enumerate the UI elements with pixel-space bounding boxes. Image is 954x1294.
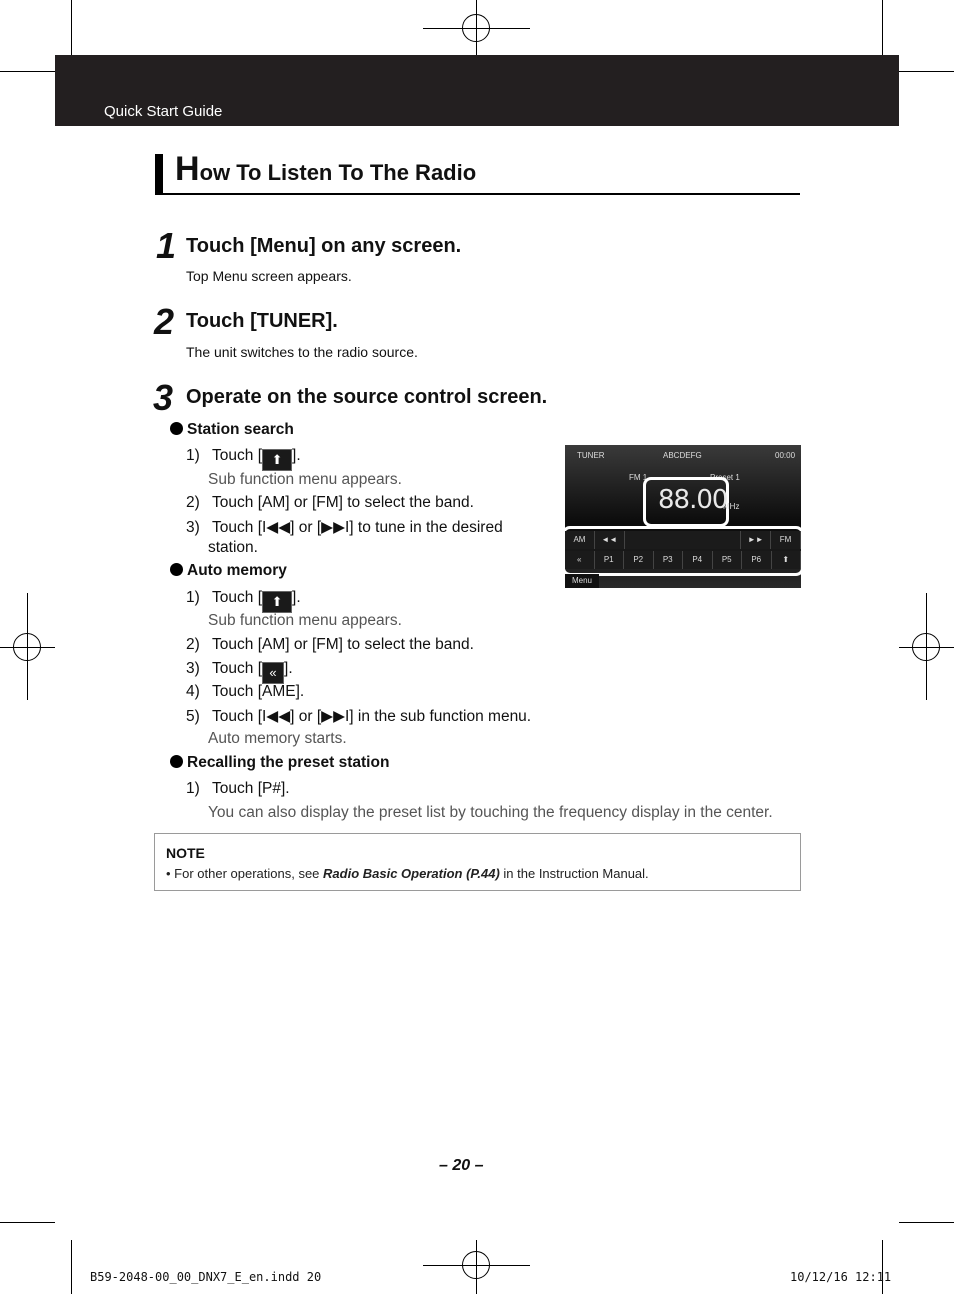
preset-row [565, 551, 801, 569]
item-text: ]. [292, 589, 301, 606]
list-item [186, 447, 301, 471]
list-item [186, 660, 293, 684]
up-arrow-icon: ⬆ [772, 551, 802, 569]
crop-mark [71, 0, 72, 55]
item-result: Sub function menu appears. [208, 471, 402, 488]
list-item [186, 636, 474, 654]
screen-unit: MHz [723, 502, 740, 511]
preset-button: P4 [683, 551, 713, 569]
page-number: – 20 – [439, 1157, 484, 1174]
preset-button: P6 [742, 551, 772, 569]
crop-mark [899, 71, 954, 72]
crop-mark [0, 71, 55, 72]
registration-circle [13, 633, 41, 661]
item-text: Touch [AM] or [FM] to select the band. [212, 494, 474, 511]
item-result: Auto memory starts. [208, 730, 347, 747]
step-description: The unit switches to the radio source. [186, 344, 418, 360]
manual-reference: Radio Basic Operation (P.44) [323, 866, 500, 881]
item-text: Touch [AME]. [212, 683, 305, 700]
note-box [154, 833, 801, 891]
screen-clock: 00:00 [775, 451, 796, 460]
step-heading: Operate on the source control screen. [186, 386, 548, 408]
page-title [175, 150, 476, 189]
item-number: 1) [186, 589, 200, 606]
up-arrow-icon: ⬆ [262, 591, 292, 613]
step-number: 2 [154, 301, 175, 342]
bullet-icon [170, 755, 183, 768]
list-item [186, 780, 290, 798]
double-chevron-left-icon: « [262, 662, 284, 684]
screen-menu-tab: Menu [565, 574, 599, 588]
bullet-heading-text: Auto memory [187, 562, 287, 579]
auto-memory-heading [170, 562, 287, 580]
note-text-start: • For other operations, see [166, 866, 324, 881]
registration-circle [462, 1251, 490, 1279]
screen-station-name: ABCDEFG [663, 451, 702, 460]
footer-timestamp: 10/12/16 12:11 [790, 1270, 892, 1284]
item-number: 3) [186, 519, 200, 536]
preset-button: P2 [624, 551, 654, 569]
title-accent-bar [155, 154, 163, 194]
item-text: Touch [I◀◀] or [▶▶I] to tune in the desired [212, 519, 503, 536]
list-item-continued: station. [208, 539, 258, 556]
screen-source-label: TUNER [577, 451, 605, 460]
recall-heading [170, 754, 389, 772]
bullet-heading-text: Station search [187, 421, 294, 438]
item-text: Touch [I◀◀] or [▶▶I] in the sub function menu. [212, 708, 532, 725]
step-number: 1 [156, 225, 177, 266]
item-text: ]. [284, 660, 293, 677]
item-number: 2) [186, 636, 200, 653]
list-item [186, 589, 301, 613]
step-description: Top Menu screen appears. [186, 268, 352, 284]
item-number: 3) [186, 660, 200, 677]
title-initial: H [175, 150, 200, 188]
step-heading: Touch [Menu] on any screen. [186, 235, 462, 257]
list-item [186, 707, 531, 726]
title-rule [155, 193, 800, 195]
item-result: You can also display the preset list by touching the frequency display in the center. [208, 804, 773, 821]
note-title: NOTE [166, 845, 205, 861]
double-chevron-left-icon: « [565, 551, 595, 569]
item-text: ]. [292, 447, 301, 464]
bullet-icon [170, 422, 183, 435]
preset-button: P1 [595, 551, 625, 569]
step-heading: Touch [TUNER]. [186, 310, 338, 332]
bullet-icon [170, 563, 183, 576]
station-search-heading [170, 421, 294, 439]
footer-file-info: B59-2048-00_00_DNX7_E_en.indd 20 [90, 1270, 322, 1284]
item-text: Touch [P#]. [212, 780, 290, 797]
item-text: Touch [ [212, 447, 263, 464]
screen-band: FM 1 [629, 473, 648, 482]
item-text: Touch [ [212, 660, 263, 677]
screen-preset: Preset 1 [710, 473, 740, 482]
crop-mark [899, 1222, 954, 1223]
note-text [166, 866, 649, 881]
item-number: 2) [186, 494, 200, 511]
crop-mark [882, 1240, 883, 1294]
bullet-heading-text: Recalling the preset station [187, 754, 390, 771]
tuning-bar [625, 531, 742, 549]
crop-mark [71, 1240, 72, 1294]
step-number: 3 [153, 377, 174, 418]
am-button: AM [565, 531, 595, 549]
item-text: Touch [AM] or [FM] to select the band. [212, 636, 474, 653]
list-item [186, 683, 304, 701]
registration-circle [462, 14, 490, 42]
crop-mark [0, 1222, 55, 1223]
tuner-screen-illustration [565, 445, 801, 588]
registration-circle [912, 633, 940, 661]
screen-frequency: 88.00 [658, 485, 728, 515]
item-number: 1) [186, 780, 200, 797]
up-arrow-icon: ⬆ [262, 449, 292, 471]
fm-button: FM [771, 531, 801, 549]
crop-mark [882, 0, 883, 55]
item-result: Sub function menu appears. [208, 612, 402, 629]
list-item [186, 494, 474, 512]
item-number: 1) [186, 447, 200, 464]
item-number: 4) [186, 683, 200, 700]
guide-label: Quick Start Guide [104, 103, 223, 120]
title-rest: ow To Listen To The Radio [199, 160, 477, 185]
preset-button: P3 [654, 551, 684, 569]
seek-back-button: ◄◄ [595, 531, 625, 549]
item-number: 5) [186, 708, 200, 725]
list-item [186, 518, 503, 537]
note-text-end: in the Instruction Manual. [499, 866, 649, 881]
control-row [565, 531, 801, 549]
item-text: Touch [ [212, 589, 263, 606]
preset-button: P5 [713, 551, 743, 569]
seek-forward-button: ►► [741, 531, 771, 549]
